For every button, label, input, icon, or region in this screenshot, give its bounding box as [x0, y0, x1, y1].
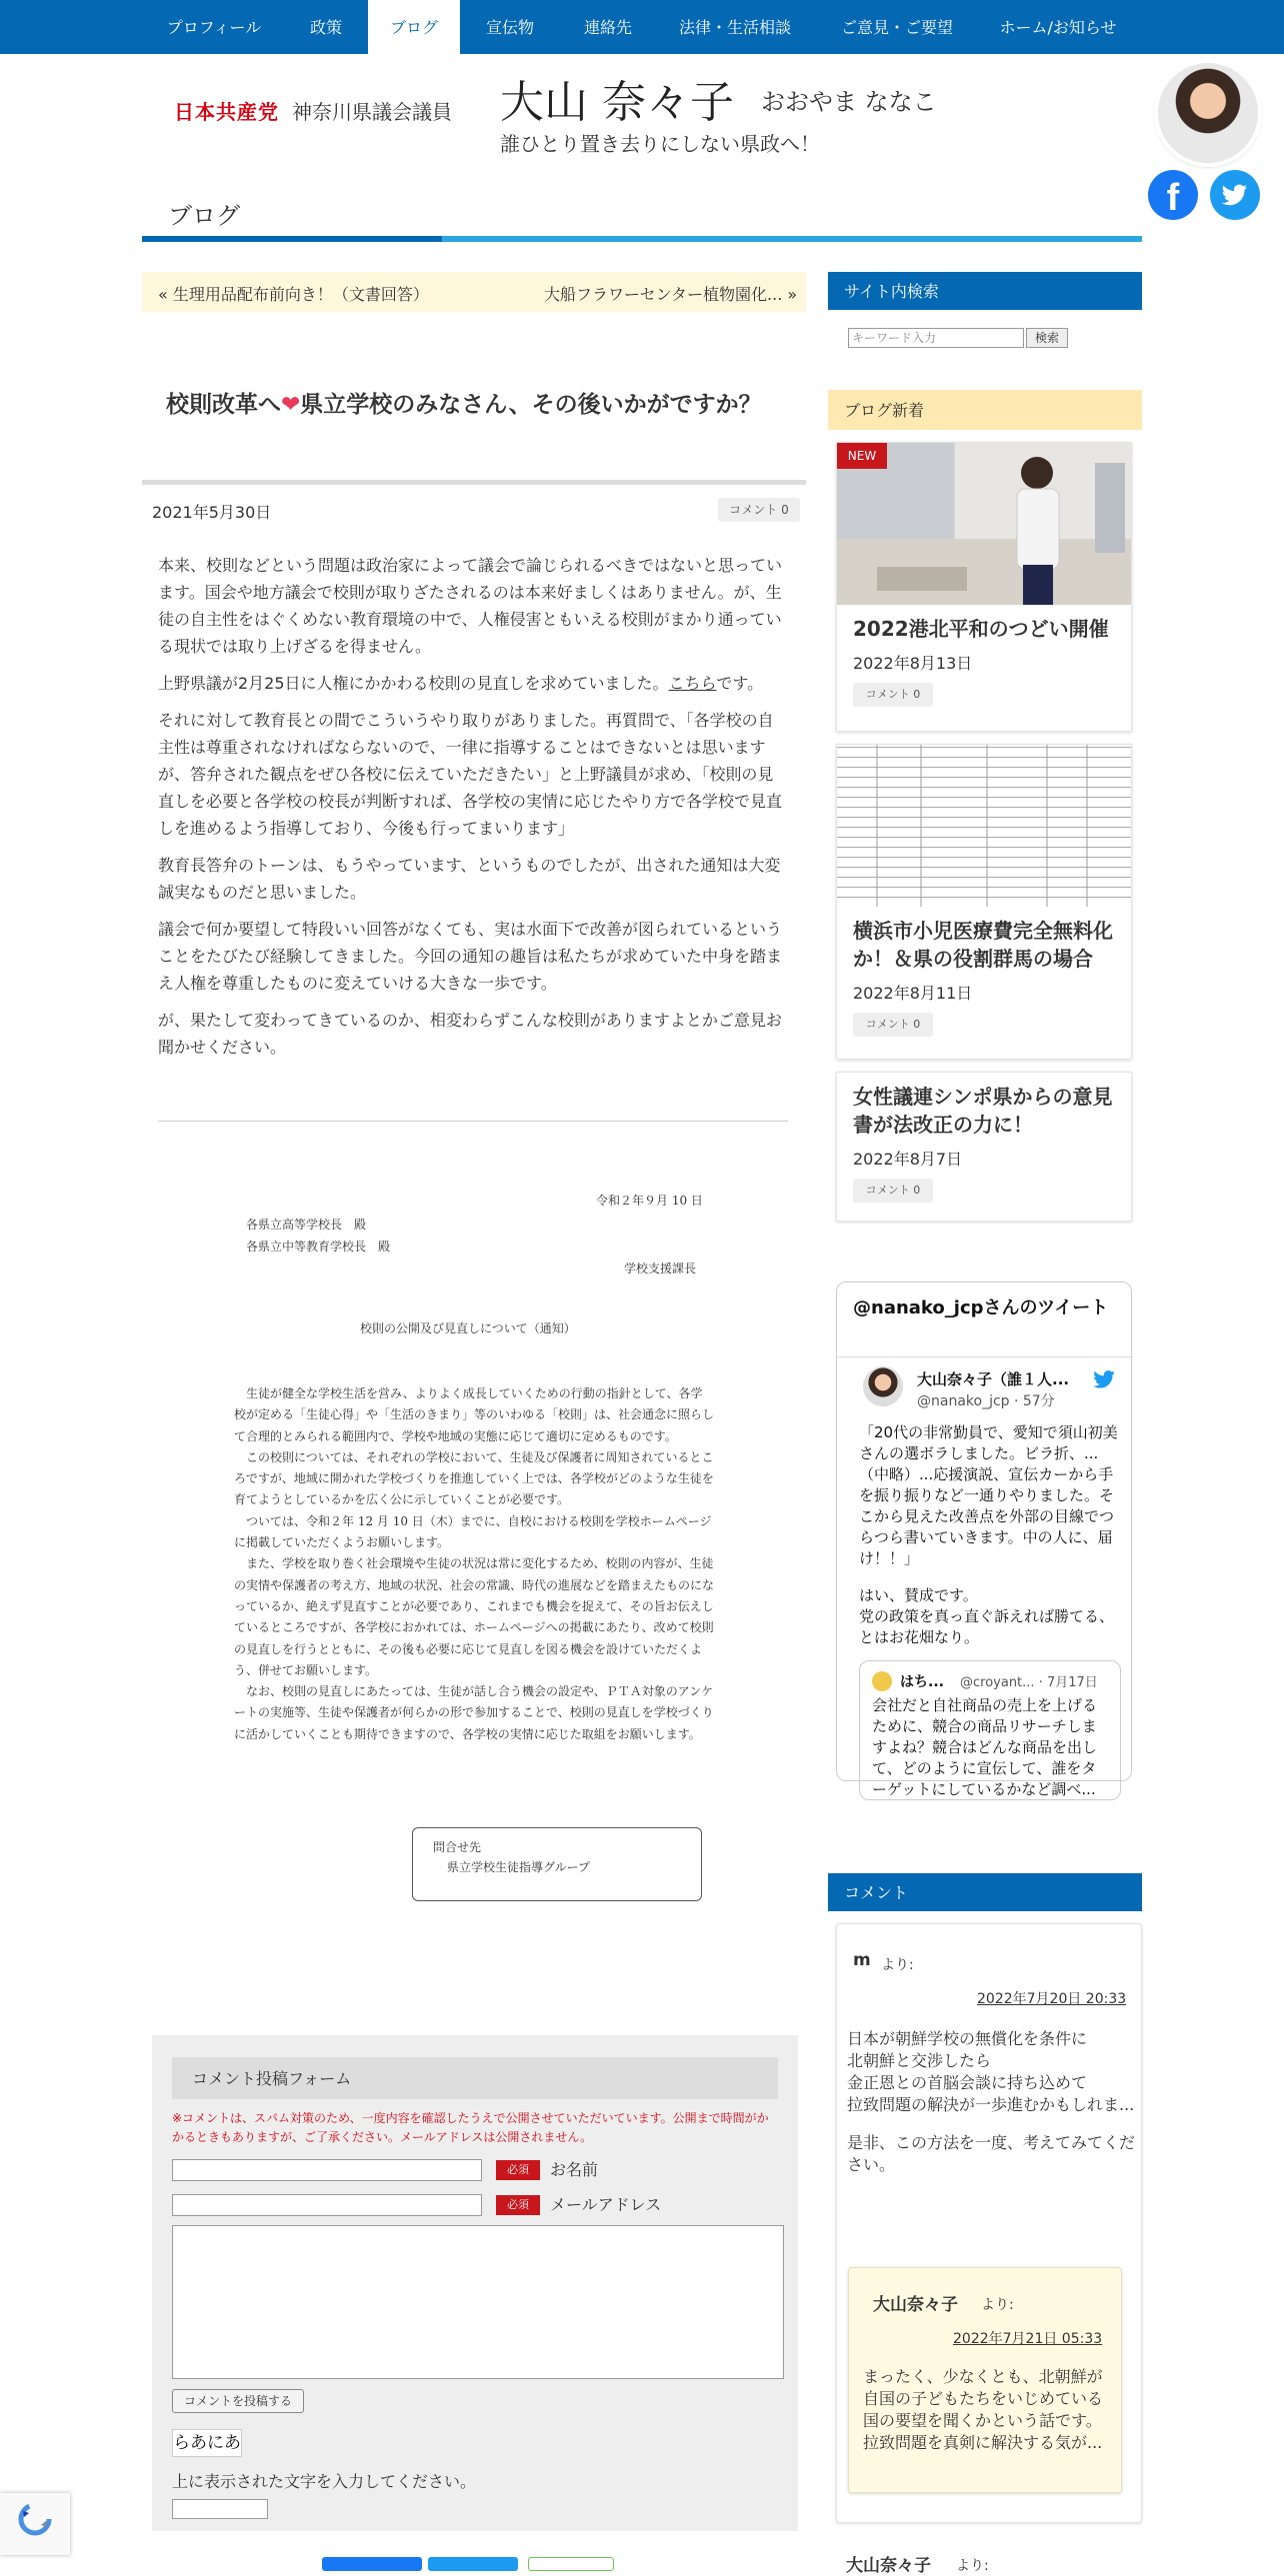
- form-title: コメント投稿フォーム: [172, 2057, 778, 2099]
- post-paragraph: 教育長答弁のトーンは、もうやっています、というものでしたが、出された通知は大変誠実なものだと思いました。: [158, 856, 781, 902]
- notice-date: 令和２年９月 10 日: [596, 1194, 703, 1208]
- notice-subject: 校則の公開及び見直しについて（通知）: [360, 1321, 576, 1335]
- comment-text: [863, 2366, 1113, 2454]
- notice-paragraph: また、学校を取り巻く社会環境や生徒の状況は常に変化するため、校則の内容が、生徒の実情や保護者の考え方、地域の状況、社会の常識、時代の進展などを踏まえたものになっているか、絶えず見直すことが必要であり、これまでも機会を捉えて、その旨お伝えしているところですが、各学校におかれては、ホームページへの掲載にあたり、改めて校則の見直しを行うとともに、その後も必要に応じて見直しを図る機会を設けていただくよう、併せてお願いします。: [234, 1556, 715, 1677]
- notice-paragraph: ついては、令和２年 12 月 10 日（木）までに、自校における校則を学校ホームページに掲載していただくようお願いします。: [234, 1513, 712, 1550]
- captcha-hint: 上に表示された文字を入力してください。: [172, 2472, 477, 2491]
- party-logo[interactable]: 日本共産党: [174, 100, 279, 124]
- twitter-timeline[interactable]: [836, 1282, 1132, 1798]
- heart-icon: ❤: [281, 392, 301, 418]
- tweet-button[interactable]: [428, 2557, 518, 2571]
- card-date: 2022年8月13日: [853, 654, 973, 673]
- post-paragraph-text: 上野県議が2月25日に人権にかかわる校則の見直しを求めていました。: [158, 674, 669, 693]
- site-title-name[interactable]: 大山 奈々子: [500, 77, 734, 128]
- nav-item-profile[interactable]: プロフィール: [166, 18, 262, 37]
- share-buttons: [322, 2557, 622, 2567]
- card-thumbnail: [837, 745, 1131, 907]
- comment-line: 自国の子どもたちをいじめている: [863, 2389, 1104, 2408]
- tweet-handle[interactable]: @nanako_jcp · 57分: [917, 1393, 1055, 1409]
- comment-author: m: [853, 1950, 871, 1970]
- member-role: 神奈川県議会議員: [292, 100, 452, 124]
- notice-contact-name: 県立学校生徒指導グループ: [447, 1860, 591, 1874]
- comment-count-badge[interactable]: コメント 0: [718, 498, 800, 522]
- post-title-after: 県立学校のみなさん、その後いかがですか？: [300, 392, 762, 418]
- avatar: [1158, 63, 1258, 163]
- blog-card[interactable]: [836, 442, 1132, 732]
- notice-paragraph: なお、校則の見直しにあたっては、生徒が話し合う機会の設定や、ＰＴＡ対象のアンケートの実施等、生徒や保護者が何らかの形で参加することで、校則の見直しを学校づくりに活かしていくことも期待できますので、各学校の実情に応じた取組をお願いします。: [234, 1684, 714, 1741]
- comments-heading: コメント: [828, 1873, 1142, 1911]
- comment-author: 大山奈々子: [846, 2556, 931, 2576]
- twitter-timeline-heading[interactable]: @nanako_jcpさんのツイート: [853, 1297, 1109, 1318]
- name-label: お名前: [550, 2160, 599, 2179]
- line-share-button[interactable]: [528, 2557, 614, 2571]
- tweet-text-line: 党の政策を真っ直ぐ訴えれば勝てる、とはお花畑なり。: [859, 1607, 1115, 1646]
- nav-item-flyers[interactable]: 宣伝物: [485, 18, 534, 37]
- quoted-text: 会社だと自社商品の売上を上げるために、競合の商品リサーチしますよね？競合はどんな商品を出して、どのように宣伝して、誰をターゲットにしているかなど調べ...: [872, 1696, 1098, 1798]
- name-kana: おおやま ななこ: [761, 88, 937, 116]
- comment-date-link[interactable]: 2022年7月20日 20:33: [977, 1991, 1127, 2007]
- blog-card[interactable]: [836, 744, 1132, 1060]
- notice-paragraph: 生徒が健全な学校生活を営み、よりよく成長していくための行動の指針として、各学校が定める「生徒心得」や「生活のきまり」等のいわゆる「校則」は、社会通念に照らして合理的とみられる範囲内で、学校や地域の実態に応じて適切に定めるものです。: [234, 1386, 715, 1443]
- page-title: ブログ: [168, 202, 240, 230]
- card-comment-badge[interactable]: コメント 0: [853, 1013, 933, 1037]
- next-post-link[interactable]: 大船フラワーセンター植物園化... »: [544, 285, 798, 304]
- quoted-avatar: [872, 1671, 892, 1691]
- post-title-before: 校則改革へ: [166, 392, 281, 418]
- blog-card[interactable]: [836, 1072, 1132, 1222]
- comment-author: 大山奈々子: [873, 2295, 958, 2315]
- comment-textarea[interactable]: [172, 2225, 784, 2379]
- submit-comment-button[interactable]: コメントを投稿する: [172, 2389, 304, 2413]
- card-date: 2022年8月7日: [853, 1150, 963, 1169]
- notice-contact-box: [412, 1827, 702, 1901]
- twitter-bird-icon[interactable]: [1093, 1370, 1115, 1388]
- comment-line: 日本が朝鮮学校の無償化を条件に: [847, 2029, 1088, 2048]
- comment-line: 国の要望を聞くかという話です。: [863, 2411, 1102, 2430]
- email-input[interactable]: [172, 2194, 482, 2216]
- slogan: 誰ひとり置き去りにしない県政へ！: [500, 132, 820, 156]
- email-label: メールアドレス: [550, 2195, 662, 2214]
- tweet-avatar[interactable]: [863, 1366, 903, 1406]
- form-notice: ※コメントは、スパム対策のため、一度内容を確認したうえで公開させていただいています。公開まで時間がかかるときもありますが、ご了承ください。メールアドレスは公開されません。: [172, 2111, 769, 2144]
- post-title: [166, 386, 766, 424]
- comment-reply: [848, 2267, 1122, 2493]
- tweet-text: [859, 1422, 1121, 1648]
- notice-paragraph: この校則については、それぞれの学校において、生徒及び保護者に周知されているところですが、地域に開かれた学校づくりを推進していく上では、各学校がどのような生徒を育てようとしているかを広く公に示していくことが必要です。: [234, 1449, 714, 1507]
- prev-post-link[interactable]: « 生理用品配布前向き！（文書回答）: [158, 285, 429, 304]
- quoted-author: はち...: [900, 1674, 944, 1690]
- comment-date-link[interactable]: 2022年7月21日 05:33: [953, 2331, 1103, 2347]
- post-paragraph-text: です。: [716, 674, 764, 693]
- captcha-input[interactable]: [172, 2499, 268, 2519]
- title-bar: [142, 236, 442, 242]
- notice-to-1: 各県立高等学校長 殿: [246, 1218, 367, 1232]
- comment-line: 北朝鮮と交渉したら: [847, 2051, 992, 2070]
- new-badge: NEW: [837, 443, 887, 469]
- post-paragraph: それに対して教育長との間でこういうやり取りがありました。再質問で、「各学校の自主性は尊重されなければならないので、一律に指導することはできないとは思いますが、答弁された観点をぜひ各校に伝えていただきたい」と上野議員が求め、「校則の見直しを必要と各学校の校長が判断すれば、各学校の実情に応じたやり方で各学校で見直しを進めるよう指導しており、今後も行ってまいります」: [158, 711, 783, 838]
- card-thumbnail: [837, 443, 1131, 605]
- comment-yori: より:: [881, 1957, 914, 1973]
- recaptcha-icon[interactable]: [0, 2493, 70, 2555]
- post-paragraph: 議会で何か要望して特段いい回答がなくても、実は水面下で改善が図られているということをたびたび経験してきました。今回の通知の趣旨は私たちが求めていた中身を踏まえ人権を尊重したものに変えていける大きな一歩です。: [158, 920, 783, 993]
- notice-to-2: 各県立中等教育学校長 殿: [246, 1240, 391, 1254]
- facebook-share-button[interactable]: [322, 2557, 422, 2571]
- captcha-image: らあにあ: [172, 2429, 242, 2457]
- twitter-icon[interactable]: [1210, 170, 1260, 220]
- nav-item-home[interactable]: ホーム/お知らせ: [999, 18, 1117, 37]
- quoted-tweet[interactable]: [859, 1660, 1121, 1800]
- tweet-text-line: はい、賛成です。: [859, 1586, 978, 1604]
- divider: [142, 480, 806, 485]
- post-paragraph: [158, 670, 784, 697]
- search-button[interactable]: 検索: [1026, 328, 1068, 348]
- comment-line: まったく、少なくとも、北朝鮮が: [863, 2367, 1103, 2386]
- nav-item-blog[interactable]: ブログ: [368, 0, 460, 54]
- title-bar-accent: [442, 236, 1142, 242]
- comment-line: 是非、この方法を一度、考えてみてください。: [847, 2133, 1136, 2174]
- post-date: 2021年5月30日: [152, 503, 272, 522]
- comment-line: 金正恩との首脳会談に持ち込めて: [847, 2073, 1088, 2092]
- nav-item-contact[interactable]: 連絡先: [583, 18, 632, 37]
- post-paragraph: 本来、校則などという問題は政治家によって議会で論じられるべきではないと思っています。国会や地方議会で校則が取りざたされるのは本来好ましくはありません。が、生徒の自主性をはぐくめない教育環境の中で、人権侵害ともいえる校則がまかり通っている現状では取り上げざるを得ません。: [158, 556, 783, 656]
- nav-item-opinion[interactable]: ご意見・ご要望: [840, 18, 953, 37]
- notice-document-image: [142, 1136, 806, 1935]
- comment-text: [847, 2028, 1137, 2176]
- name-input[interactable]: [172, 2159, 482, 2181]
- card-title[interactable]: 女性議連シンポ県からの意見書が法改正の力に！: [853, 1085, 1113, 1137]
- quoted-handle: @croyant... · 7月17日: [960, 1675, 1098, 1690]
- card-title[interactable]: 2022港北平和のつどい開催: [853, 617, 1109, 641]
- required-badge: 必須: [496, 2195, 540, 2215]
- nav-item-policy[interactable]: 政策: [309, 18, 342, 37]
- nav-item-consultation[interactable]: 法律・生活相談: [678, 18, 791, 37]
- notice-from: 学校支援課長: [624, 1262, 697, 1276]
- facebook-icon[interactable]: f: [1148, 170, 1198, 220]
- site-search-heading: サイト内検索: [828, 272, 1142, 310]
- divider: [837, 1356, 1133, 1357]
- post-paragraph: が、果たして変わってきているのか、相変わらずこんな校則がありますよとかご意見お聞かせください。: [158, 1011, 782, 1057]
- required-badge: 必須: [496, 2160, 540, 2180]
- card-comment-badge[interactable]: コメント 0: [853, 683, 933, 707]
- card-title[interactable]: 横浜市小児医療費完全無料化か！＆県の役割群馬の場合: [853, 919, 1113, 971]
- comment-yori: より:: [981, 2297, 1014, 2313]
- card-date: 2022年8月11日: [853, 984, 973, 1003]
- post-body: [158, 552, 784, 1071]
- comment-yori: より:: [956, 2558, 989, 2574]
- notice-contact-label: 問合せ先: [433, 1840, 482, 1854]
- top-nav: [0, 0, 1284, 54]
- notice-body: [234, 1383, 714, 1745]
- source-link[interactable]: こちら: [668, 674, 717, 693]
- comment-line: 拉致問題を真剣に解決する気が...: [863, 2433, 1103, 2452]
- search-input[interactable]: キーワード入力: [848, 328, 1024, 348]
- card-comment-badge[interactable]: コメント 0: [853, 1179, 933, 1203]
- comment-line: 拉致問題の解決が一歩進むかもしれま...: [847, 2095, 1135, 2114]
- tweet-text-line: 「20代の非常勤員で、愛知で須山初美さんの選ボラしました。ビラ折、...（中略）...応援演説、宣伝カーから手を振り振りなど一通りやりました。そこから見えた改善点を外部の目線でつらつら書いていきます。中の人に、届け！！」: [859, 1423, 1118, 1567]
- blog-new-heading: ブログ新着: [828, 390, 1142, 430]
- divider: [158, 1121, 788, 1122]
- tweet-author[interactable]: 大山奈々子（誰１人...: [917, 1370, 1070, 1388]
